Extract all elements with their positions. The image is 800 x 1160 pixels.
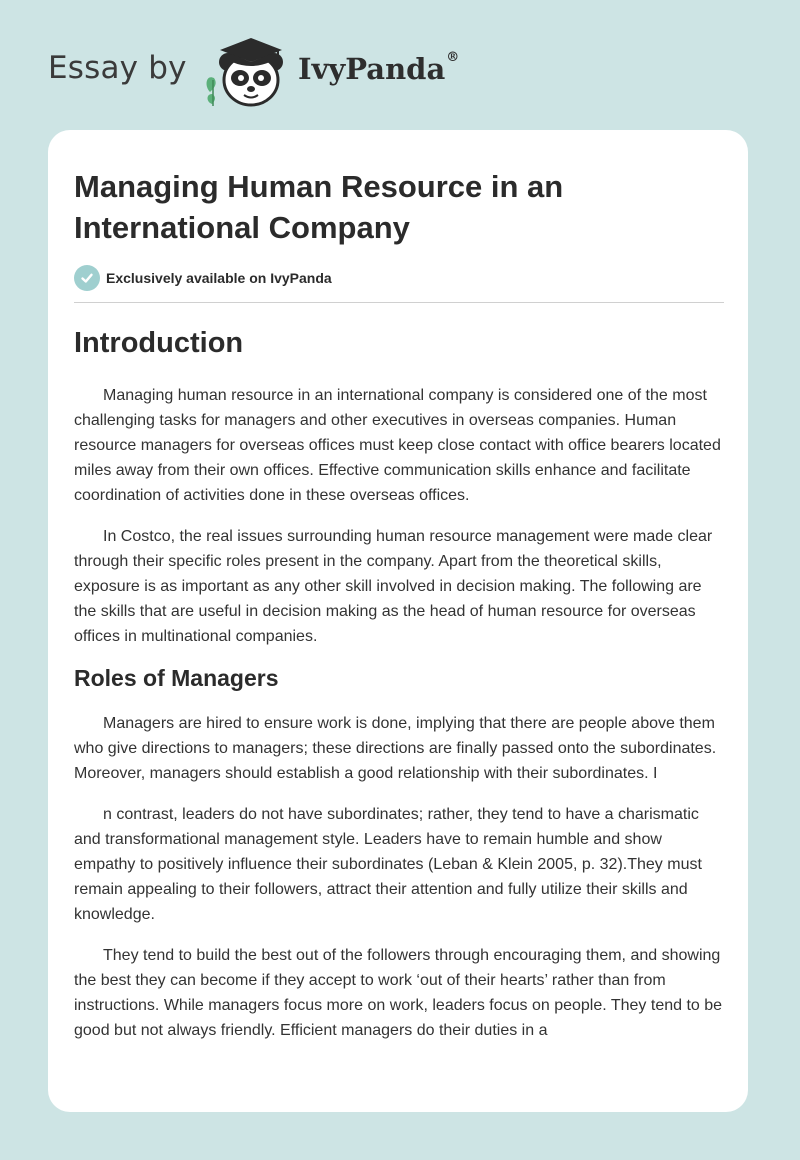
exclusive-badge (74, 265, 724, 291)
checkmark-icon (74, 265, 100, 291)
paragraph: They tend to build the best out of the followers through encouraging them, and showing the best they can become if they accept to work ‘out of their hearts’ rather than from instructions. While managers focus more on work, leaders focus on people. They tend to be good but not always friendly. Efficient managers do their duties in a (74, 947, 723, 1039)
section-heading-roles-of-managers: Roles of Managers (74, 665, 279, 691)
trademark-symbol: ® (446, 50, 460, 65)
paragraph: Managing human resource in an international company is considered one of the most challenging tasks for managers and other executives in overseas companies. Human resource managers for overseas offices must keep close contact with office bearers located miles away from their own offices. Effective communication skills enhance and facilitate coordination of activities done in these overseas offices. (74, 387, 721, 504)
exclusive-label: Exclusively available on IvyPanda (106, 270, 332, 286)
essay-content (74, 166, 724, 1043)
paragraph: Managers are hired to ensure work is done, implying that there are people above them who give directions to managers; these directions are finally passed onto the subordinates. Moreover, managers should establish a good relationship with their subordinates. I (74, 715, 717, 782)
essay-card (48, 130, 748, 1112)
title-divider (74, 302, 724, 303)
paragraph: In Costco, the real issues surrounding human resource management were made clear through their specific roles present in the company. Apart from the theoretical skills, exposure is as important as any other skill involved in decision making. The following are the skills that are useful in decision making as the head of human resource for overseas offices in multinational companies. (74, 528, 713, 645)
brand-name-text: IvyPanda (298, 52, 446, 86)
panda-logo-icon (200, 34, 296, 110)
brand-name (298, 52, 459, 86)
section-heading-introduction: Introduction (74, 327, 244, 359)
essay-by-label: Essay by (48, 50, 187, 86)
site-header-brand[interactable] (48, 34, 468, 110)
paragraph: n contrast, leaders do not have subordinates; rather, they tend to have a charismatic and transformational management style. Leaders have to remain humble and show empathy to positively influence their subordinates (Leban & Klein 2005, p. 32).They must remain appealing to their followers, attract their attention and fully utilize their skills and knowledge. (74, 806, 702, 923)
essay-title: Managing Human Resource in an International Company (74, 169, 564, 245)
